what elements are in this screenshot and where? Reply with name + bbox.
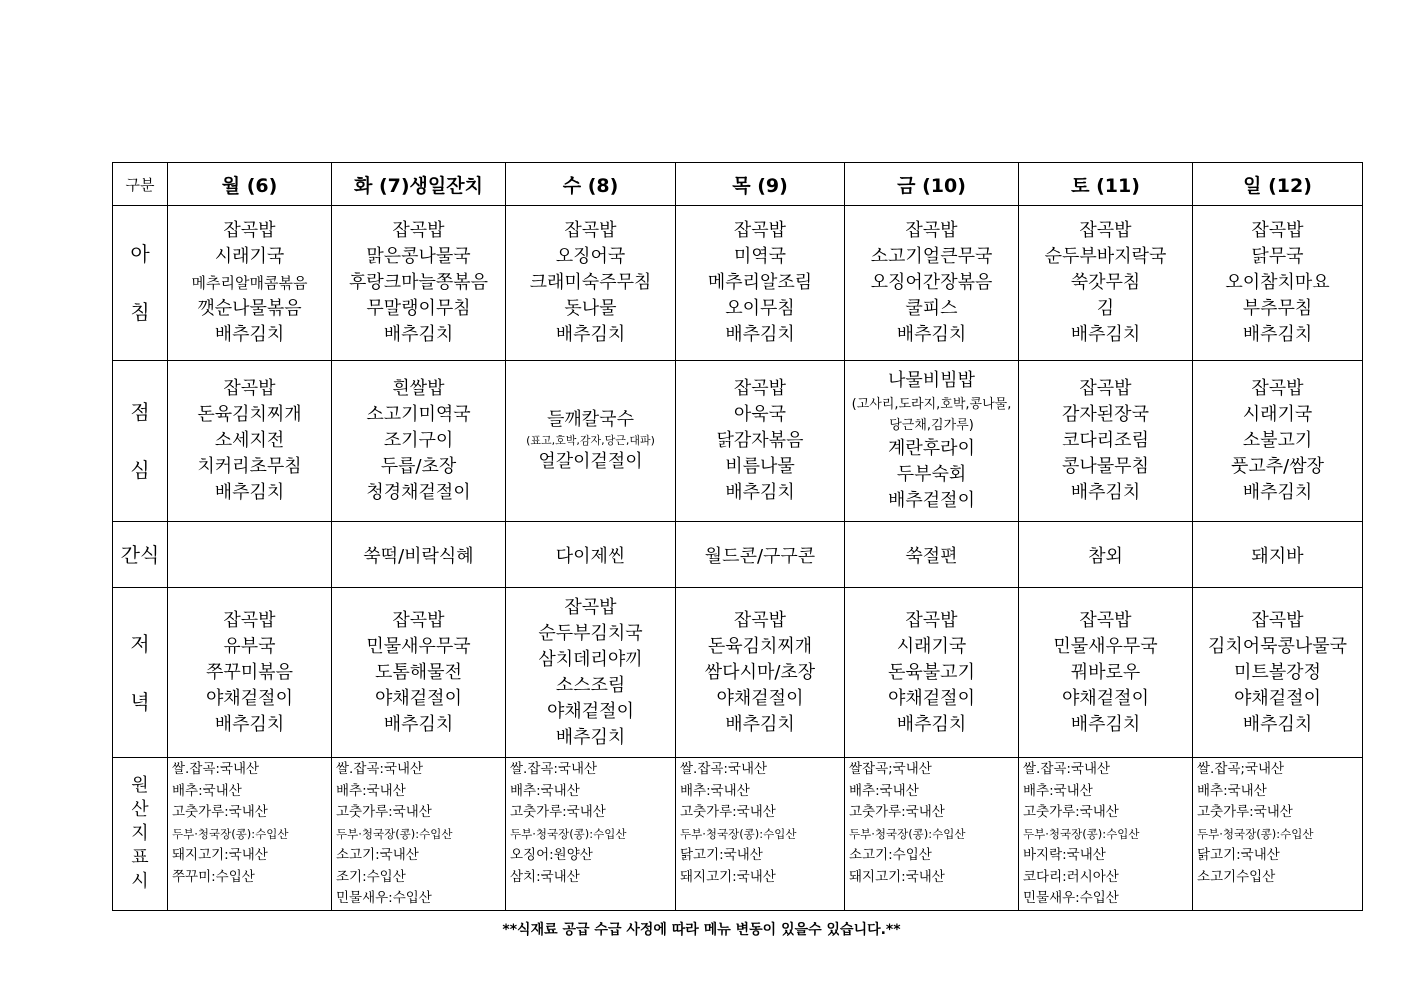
origin-wed: [506, 758, 676, 911]
origin-item: 쭈꾸미:수입산: [172, 868, 255, 885]
menu-item: 야채겉절이: [1062, 687, 1149, 709]
menu-item: 민물새우무국: [366, 635, 471, 657]
origin-item: 두부·청국장(콩):수입산: [680, 826, 797, 841]
origin-item: 고춧가루:국내산: [172, 804, 268, 820]
menu-item: 잡곡밥: [733, 378, 787, 399]
menu-item: 김치어묵콩나물국: [1207, 635, 1348, 657]
menu-item: 메추리알조림: [707, 272, 813, 293]
breakfast-row: [113, 206, 1363, 361]
origin-item: 쌀.잡곡:국내산: [336, 761, 424, 777]
menu-item: 배추김치: [214, 324, 285, 345]
menu-item: 배추김치: [896, 713, 967, 735]
origin-item: 배추:국내산: [1197, 782, 1267, 799]
menu-item: 삼치데리야끼: [538, 648, 643, 670]
origin-item: 닭고기:국내산: [1197, 847, 1280, 863]
header-day-fri: 금 (10): [845, 163, 1019, 206]
origin-label: [113, 758, 168, 911]
origin-item: 삼치:국내산: [510, 868, 580, 885]
origin-item: 닭고기:국내산: [680, 847, 763, 863]
menu-item: 잡곡밥: [1079, 220, 1132, 241]
origin-item: 바지락:국내산: [1023, 847, 1106, 863]
menu-item: 닭감자볶음: [716, 430, 804, 451]
row-label-char: 저: [130, 631, 150, 656]
menu-item: 코다리조림: [1062, 430, 1149, 451]
snack-sun: 돼지바: [1193, 522, 1363, 588]
menu-item: 콩나물무침: [1062, 456, 1149, 477]
menu-item: 배추김치: [725, 482, 795, 503]
menu-item: 야채겉절이: [1234, 687, 1321, 709]
origin-item: 배추:국내산: [849, 782, 919, 799]
origin-item: 쌀.잡곡:국내산: [680, 761, 768, 777]
menu-item: 잡곡밥: [1079, 609, 1132, 631]
menu-item: 소불고기: [1242, 430, 1313, 451]
menu-item: 얼갈이겉절이: [538, 451, 643, 472]
menu-item: 배추김치: [1070, 324, 1141, 345]
menu-item: 잡곡밥: [564, 596, 617, 618]
menu-item: 부추무침: [1242, 298, 1313, 319]
origin-item: 고춧가루:국내산: [1197, 804, 1293, 820]
menu-item: 시래기국: [1242, 404, 1313, 425]
row-label-char: 녁: [130, 689, 150, 714]
row-label-char: 표: [131, 846, 149, 868]
origin-item: 두부·청국장(콩):수입산: [172, 826, 289, 841]
origin-item: 고춧가루:국내산: [510, 804, 606, 820]
origin-item: 쌀.잡곡:국내산: [1023, 761, 1111, 777]
menu-item: 나물비빔밥: [888, 370, 975, 391]
menu-item: 흰쌀밥: [392, 378, 445, 399]
menu-item: 깻순나물볶음: [197, 298, 302, 319]
origin-tue: [332, 758, 506, 911]
menu-item: 순두부김치국: [538, 622, 643, 644]
origin-item: 고춧가루:국내산: [680, 804, 776, 820]
menu-item: 청경채겉절이: [366, 482, 471, 503]
weekly-menu-table: [112, 162, 1363, 911]
menu-item: 오이무침: [725, 298, 795, 319]
breakfast-fri: [845, 206, 1019, 361]
origin-item: 조기:수입산: [336, 868, 406, 885]
origin-item: 쌀.잡곡:국내산: [510, 761, 598, 777]
origin-item: 두부·청국장(콩):수입산: [510, 826, 627, 841]
menu-item: 배추김치: [1242, 482, 1313, 503]
breakfast-label: [113, 206, 168, 361]
row-label-char: 심: [130, 458, 150, 482]
menu-item: 돗나물: [564, 298, 617, 319]
menu-item: 도톰해물전: [375, 661, 462, 683]
menu-item: 조기구이: [383, 430, 454, 451]
dinner-row: [113, 588, 1363, 758]
row-label-char: 지: [131, 822, 149, 844]
menu-item: 야채겉절이: [375, 687, 462, 709]
dinner-mon: [168, 588, 332, 758]
menu-item: 들깨칼국수: [547, 409, 634, 430]
origin-item: 오징어:원양산: [510, 847, 593, 863]
menu-item: 야채겉절이: [206, 687, 293, 709]
menu-item: 오징어국: [555, 246, 626, 267]
menu-item: 김: [1096, 298, 1115, 319]
origin-thu: [676, 758, 845, 911]
menu-item: 배추김치: [383, 713, 454, 735]
menu-item: 소세지전: [214, 430, 285, 451]
row-label-char: 침: [130, 300, 150, 324]
menu-item: 후랑크마늘쫑볶음: [348, 272, 489, 293]
origin-item: 소고기:수입산: [849, 847, 932, 863]
origin-item: 배추:국내산: [510, 782, 580, 799]
origin-item: 돼지고기:국내산: [172, 847, 268, 863]
menu-item: 배추김치: [1070, 713, 1141, 735]
lunch-row: [113, 361, 1363, 522]
origin-item: 돼지고기:국내산: [680, 868, 776, 885]
menu-item: 크래미숙주무침: [529, 272, 652, 293]
menu-item: 쑥갓무침: [1070, 272, 1141, 293]
menu-item: 계란후라이: [888, 438, 975, 459]
lunch-fri: [845, 361, 1019, 522]
menu-item: 야채겉절이: [716, 687, 804, 709]
menu-item: 순두부바지락국: [1044, 246, 1167, 267]
menu-item: 배추겉절이: [888, 490, 975, 511]
row-label-char: 점: [130, 400, 150, 424]
origin-mon: [168, 758, 332, 911]
origin-item: 코다리:러시아산: [1023, 868, 1119, 885]
menu-item: 배추김치: [1242, 713, 1313, 735]
header-day-wed: 수 (8): [506, 163, 676, 206]
breakfast-thu: [676, 206, 845, 361]
menu-item: 꿔바로우: [1070, 661, 1141, 683]
row-label-char: 시: [131, 870, 149, 892]
menu-item: 잡곡밥: [392, 609, 445, 631]
header-row: [113, 163, 1363, 206]
lunch-thu: [676, 361, 845, 522]
menu-item: 아욱국: [733, 404, 787, 425]
origin-item: 쌀잡곡;국내산: [849, 761, 932, 777]
origin-item: 민물새우:수입산: [1023, 890, 1119, 906]
origin-item: 두부·청국장(콩):수입산: [1197, 826, 1314, 841]
menu-item: 배추김치: [555, 726, 626, 748]
header-day-mon: 월 (6): [168, 163, 332, 206]
origin-item: 배추:국내산: [172, 782, 242, 799]
origin-item: 소고기:국내산: [336, 847, 419, 863]
header-day-thu: 목 (9): [676, 163, 845, 206]
origin-item: 두부·청국장(콩):수입산: [1023, 826, 1140, 841]
menu-item: 잡곡밥: [733, 220, 787, 241]
dinner-fri: [845, 588, 1019, 758]
menu-item: 미역국: [733, 246, 787, 267]
lunch-mon: [168, 361, 332, 522]
menu-item: 배추김치: [1070, 482, 1141, 503]
origin-item: 고춧가루:국내산: [336, 804, 432, 820]
breakfast-wed: [506, 206, 676, 361]
menu-item: 오징어간장볶음: [870, 272, 993, 293]
menu-item: 잡곡밥: [223, 609, 276, 631]
origin-item: 쌀.잡곡;국내산: [1197, 761, 1285, 777]
origin-item: 돼지고기:국내산: [849, 868, 945, 885]
lunch-sun: [1193, 361, 1363, 522]
menu-item: 야채겉절이: [547, 700, 634, 722]
menu-item: 미트볼강정: [1234, 661, 1321, 683]
dinner-thu: [676, 588, 845, 758]
snack-wed: 다이제씬: [506, 522, 676, 588]
menu-item: 잡곡밥: [905, 220, 958, 241]
origin-item: 두부·청국장(콩):수입산: [336, 826, 453, 841]
dinner-sun: [1193, 588, 1363, 758]
menu-item: 시래기국: [214, 246, 285, 267]
menu-item: 유부국: [223, 635, 276, 657]
snack-row: [113, 522, 1363, 588]
origin-item: 배추:국내산: [680, 782, 750, 799]
menu-item: 잡곡밥: [1079, 378, 1132, 399]
menu-item: 감자된장국: [1062, 404, 1149, 425]
menu-item: 소고기얼큰무국: [870, 246, 993, 267]
origin-item: 배추:국내산: [336, 782, 406, 799]
origin-item: 고춧가루:국내산: [1023, 804, 1119, 820]
menu-item: 잡곡밥: [392, 220, 445, 241]
menu-item: 메추리알매콤볶음: [191, 274, 308, 292]
menu-item: 배추김치: [214, 482, 285, 503]
header-day-sat: 토 (11): [1019, 163, 1193, 206]
menu-item: 잡곡밥: [1251, 378, 1304, 399]
menu-item: 두부숙회: [896, 464, 967, 485]
menu-item: 배추김치: [725, 324, 795, 345]
dinner-label: [113, 588, 168, 758]
menu-item: 배추김치: [725, 713, 795, 735]
origin-item: 소고기수입산: [1197, 868, 1276, 885]
origin-item: 민물새우:수입산: [336, 890, 432, 906]
row-label-char: 원: [131, 774, 149, 796]
menu-item: 잡곡밥: [733, 609, 787, 631]
origin-fri: [845, 758, 1019, 911]
row-label-char: 산: [131, 798, 149, 820]
snack-mon: [168, 522, 332, 588]
menu-item: 잡곡밥: [223, 220, 276, 241]
menu-item: 배추김치: [896, 324, 967, 345]
snack-fri: 쑥절편: [845, 522, 1019, 588]
menu-item: 돈육김치찌개: [197, 404, 302, 425]
menu-item: 배추김치: [214, 713, 285, 735]
menu-item: 돈육불고기: [888, 661, 975, 683]
menu-item: 잡곡밥: [1251, 609, 1304, 631]
menu-item: 배추김치: [383, 324, 454, 345]
menu-item: 맑은콩나물국: [366, 246, 471, 267]
breakfast-tue: [332, 206, 506, 361]
origin-item: 고춧가루:국내산: [849, 804, 945, 820]
menu-item: 쿨피스: [905, 298, 958, 319]
menu-item: 비름나물: [725, 456, 795, 477]
footnote: **식재료 공급 수급 사정에 따라 메뉴 변동이 있을수 있습니다.**: [502, 922, 901, 938]
menu-item: 배추김치: [1242, 324, 1313, 345]
lunch-sat: [1019, 361, 1193, 522]
menu-item: 치커리초무침: [197, 456, 302, 477]
header-label: 구분: [113, 163, 168, 206]
menu-item: 무말랭이무침: [366, 298, 471, 319]
menu-item: 돈육김치찌개: [707, 635, 813, 657]
breakfast-mon: [168, 206, 332, 361]
lunch-label: [113, 361, 168, 522]
row-label-char: 아: [130, 242, 150, 266]
header-day-tue: 화 (7)생일잔치: [332, 163, 506, 206]
snack-tue: 쑥떡/비락식혜: [332, 522, 506, 588]
menu-item: 두릅/초장: [380, 456, 457, 477]
dinner-tue: [332, 588, 506, 758]
menu-item: 오이참치마요: [1225, 272, 1330, 293]
dinner-wed: [506, 588, 676, 758]
origin-item: 배추:국내산: [1023, 782, 1093, 799]
menu-item: 잡곡밥: [905, 609, 958, 631]
snack-label: 간식: [113, 522, 168, 588]
lunch-wed: [506, 361, 676, 522]
snack-thu: 월드콘/구구콘: [676, 522, 845, 588]
breakfast-sat: [1019, 206, 1193, 361]
menu-item: 야채겉절이: [888, 687, 975, 709]
menu-item: (표고,호박,감자,당근,대파): [526, 434, 655, 447]
menu-item: 쌈다시마/초장: [704, 661, 816, 683]
breakfast-sun: [1193, 206, 1363, 361]
header-day-sun: 일 (12): [1193, 163, 1363, 206]
origin-row: [113, 758, 1363, 911]
lunch-tue: [332, 361, 506, 522]
dinner-sat: [1019, 588, 1193, 758]
menu-item: 닭무국: [1251, 246, 1304, 267]
menu-item: 민물새우무국: [1053, 635, 1158, 657]
origin-sat: [1019, 758, 1193, 911]
origin-sun: [1193, 758, 1363, 911]
origin-item: 두부·청국장(콩):수입산: [849, 826, 966, 841]
menu-item: 소스조림: [555, 674, 626, 696]
menu-item: 잡곡밥: [564, 220, 617, 241]
snack-sat: 참외: [1019, 522, 1193, 588]
menu-item: 풋고추/쌈장: [1230, 456, 1324, 477]
menu-item: (고사리,도라지,호박,콩나물,당근채,김가루): [851, 397, 1012, 433]
menu-item: 쭈꾸미볶음: [206, 661, 293, 683]
menu-item: 소고기미역국: [366, 404, 471, 425]
menu-item: 배추김치: [555, 324, 626, 345]
menu-item: 잡곡밥: [1251, 220, 1304, 241]
origin-item: 쌀.잡곡:국내산: [172, 761, 260, 777]
menu-item: 시래기국: [896, 635, 967, 657]
menu-item: 잡곡밥: [223, 378, 276, 399]
